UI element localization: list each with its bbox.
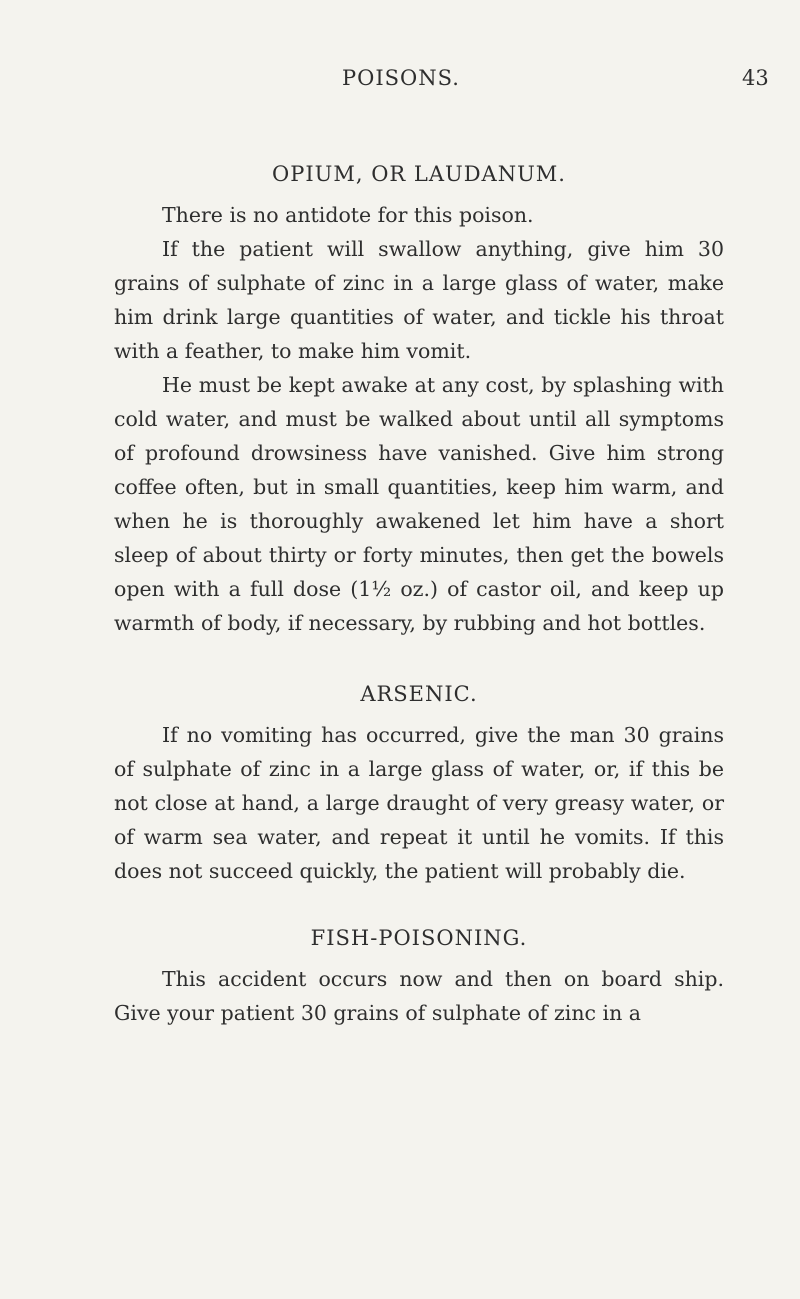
paragraph: There is no antidote for this poison. [162,203,534,227]
section-fish-poisoning [114,922,724,1030]
page-body [114,158,724,1030]
section-spacer [114,888,724,922]
paragraph: This accident occurs now and then on board ship. Give your patient 30 grains of sulphate of zinc in a [114,967,724,1025]
section-heading: FISH-POISONING. [310,926,528,950]
running-title: POISONS. [342,66,460,90]
section-opium [114,158,724,640]
paragraph: If no vomiting has occurred, give the man 30 grains of sulphate of zinc in a large glass of water, or, if this be not close at hand, a large draught of very greasy water, or of warm sea water, and repeat it until he vomits. If this does not succeed quickly, the patient will probably die. [114,723,724,883]
paragraph: If the patient will swallow anything, give him 30 grains of sulphate of zinc in a large glass of water, make him drink large quantities of water, and tickle his throat with a feather, to make him vomit. [114,237,724,363]
section-spacer [114,640,724,678]
page-number: 43 [742,66,769,90]
section-heading: ARSENIC. [360,682,478,706]
paragraph: He must be kept awake at any cost, by splashing with cold water, and must be walked about until all symptoms of profound drowsiness have vanished. Give him strong coffee often, but in small quantities, keep him warm, and when he is thoroughly awakened let him have a short sleep of about thirty or forty minutes, then get the bowels open with a full dose (1½ oz.) of castor oil, and keep up warmth of body, if necessary, by rubbing and hot bottles. [114,373,724,635]
section-heading: OPIUM, OR LAUDANUM. [272,162,566,186]
running-head [0,66,800,96]
section-arsenic [114,678,724,888]
